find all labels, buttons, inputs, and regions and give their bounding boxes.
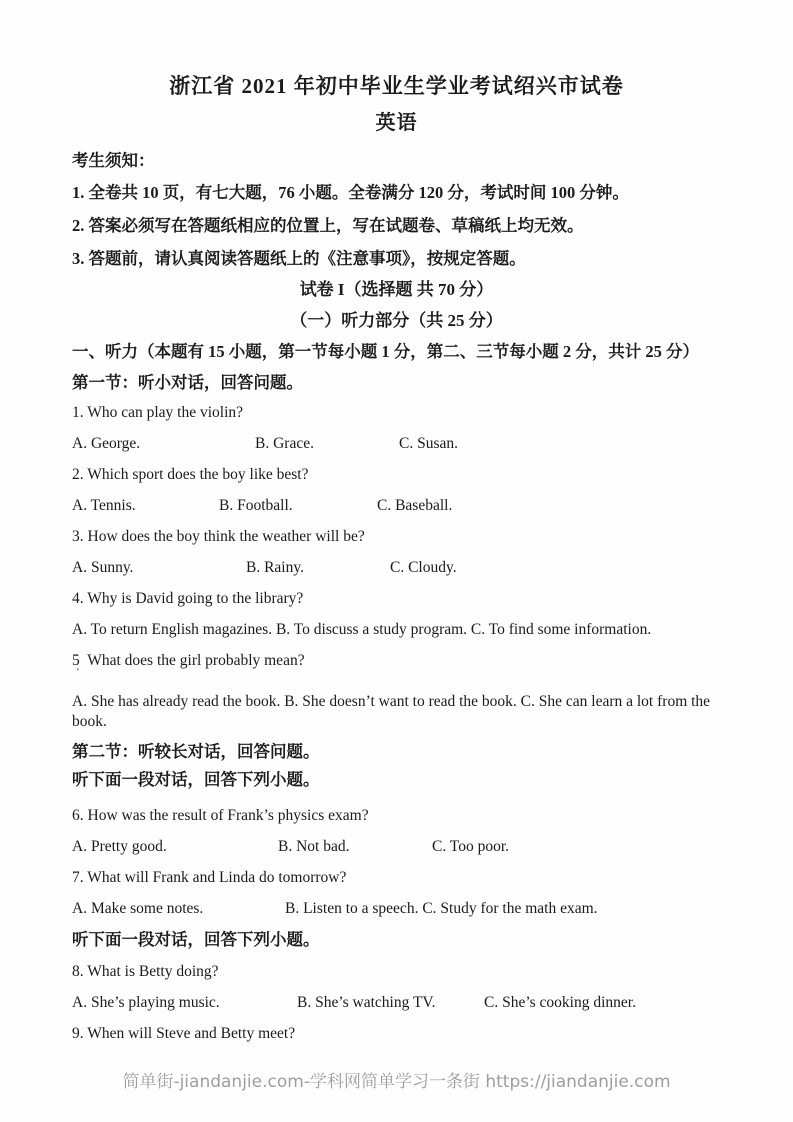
question-2-option-c: C. Baseball. bbox=[377, 497, 453, 514]
notice-item-1: 1. 全卷共 10 页，有七大题，76 小题。全卷满分 120 分，考试时间 100 分钟。 bbox=[72, 183, 629, 202]
question-7-options bbox=[72, 899, 721, 919]
question-7-stem: 7. What will Frank and Linda do tomorrow? bbox=[72, 869, 347, 886]
question-2-stem: 2. Which sport does the boy like best? bbox=[72, 466, 309, 483]
question-8-stem: 8. What is Betty doing? bbox=[72, 963, 219, 980]
watermark-footer: 简单街-jiandanjie.com-学科网简单学习一条街 https://jiandanjie.com bbox=[122, 1072, 671, 1092]
exam-title: 浙江省 2021 年初中毕业生学业考试绍兴市试卷 bbox=[169, 74, 624, 98]
question-1-stem: 1. Who can play the violin? bbox=[72, 404, 244, 421]
question-6-option-b: B. Not bad. bbox=[278, 838, 350, 855]
listening-part-heading: （一）听力部分（共 25 分） bbox=[290, 311, 503, 330]
scan-artifact: ‘ bbox=[76, 666, 80, 678]
question-6-options bbox=[72, 837, 721, 857]
question-6-stem: 6. How was the result of Frank’s physics exam? bbox=[72, 807, 369, 824]
question-5-options: A. She has already read the book. B. She doesn’t want to read the book. C. She can learn a lot from the book. bbox=[72, 693, 714, 730]
section-one-heading: 一、听力（本题有 15 小题，第一节每小题 1 分，第二、三节每小题 2 分，共计 25 分） bbox=[72, 342, 699, 361]
question-3-option-a: A. Sunny. bbox=[72, 559, 134, 576]
question-1-option-b: B. Grace. bbox=[255, 435, 314, 452]
notice-item-2: 2. 答案必须写在答题纸相应的位置上，写在试题卷、草稿纸上均无效。 bbox=[72, 216, 584, 235]
question-8-option-c: C. She’s cooking dinner. bbox=[484, 994, 636, 1011]
notice-item-3: 3. 答题前，请认真阅读答题纸上的《注意事项》，按规定答题。 bbox=[72, 249, 526, 268]
question-4-options: A. To return English magazines. B. To discuss a study program. C. To find some information. bbox=[72, 621, 652, 638]
question-3-option-c: C. Cloudy. bbox=[390, 559, 457, 576]
subsection-one-heading: 第一节：听小对话，回答问题。 bbox=[72, 373, 303, 392]
question-8-option-b: B. She’s watching TV. bbox=[297, 994, 436, 1011]
question-2-option-b: B. Football. bbox=[219, 497, 293, 514]
question-5-stem: 5 What does the girl probably mean? bbox=[72, 652, 305, 669]
question-8-options bbox=[72, 993, 721, 1013]
question-7-options-bc: B. Listen to a speech. C. Study for the math exam. bbox=[285, 900, 598, 917]
question-1-options bbox=[72, 434, 721, 454]
question-2-options bbox=[72, 496, 721, 516]
exam-subject: 英语 bbox=[375, 112, 418, 134]
question-8-option-a: A. She’s playing music. bbox=[72, 994, 220, 1011]
question-3-option-b: B. Rainy. bbox=[246, 559, 304, 576]
question-4-stem: 4. Why is David going to the library? bbox=[72, 590, 304, 607]
question-3-options bbox=[72, 558, 721, 578]
question-1-option-a: A. George. bbox=[72, 435, 141, 452]
question-9-stem: 9. When will Steve and Betty meet? bbox=[72, 1025, 296, 1042]
question-2-option-a: A. Tennis. bbox=[72, 497, 136, 514]
question-7-option-a: A. Make some notes. bbox=[72, 900, 204, 917]
question-6-option-c: C. Too poor. bbox=[432, 838, 510, 855]
question-1-option-c: C. Susan. bbox=[399, 435, 458, 452]
question-6-option-a: A. Pretty good. bbox=[72, 838, 167, 855]
paper-one-heading: 试卷 I（选择题 共 70 分） bbox=[299, 280, 494, 299]
question-3-stem: 3. How does the boy think the weather will be? bbox=[72, 528, 365, 545]
subsection-two-heading: 第二节：听较长对话，回答问题。 bbox=[72, 742, 320, 761]
listen-prompt-1: 听下面一段对话，回答下列小题。 bbox=[72, 770, 320, 789]
listen-prompt-2: 听下面一段对话，回答下列小题。 bbox=[72, 930, 320, 949]
notice-heading: 考生须知： bbox=[72, 151, 155, 170]
